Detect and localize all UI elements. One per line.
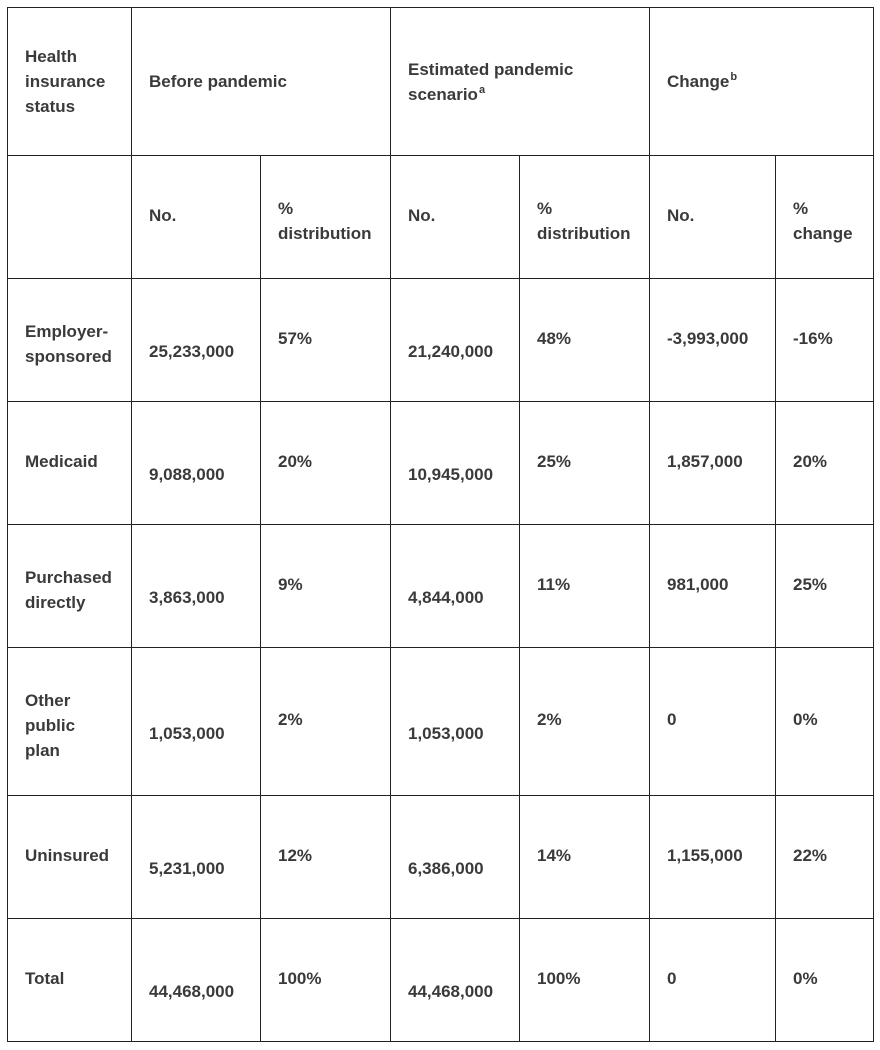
row-label-cell — [8, 279, 132, 402]
est-pct-value: 11% — [537, 575, 571, 594]
est-pct-cell — [520, 648, 650, 796]
est-no-cell — [391, 402, 520, 525]
est-pct-value: 25% — [537, 452, 572, 471]
table-row — [8, 796, 874, 919]
subheader-cell-est-pct — [520, 156, 650, 279]
header-cell-estimated — [391, 8, 650, 156]
subheader-before-no: No. — [149, 206, 177, 225]
header-change-label: Change — [667, 72, 730, 91]
subheader-before-pct-line1: % — [278, 199, 294, 218]
header-before-label: Before pandemic — [149, 72, 287, 91]
header-estimated-label: Estimated pandemic scenario — [408, 59, 574, 104]
header-status-label: Health insurance status — [25, 47, 106, 116]
subheader-est-no: No. — [408, 206, 436, 225]
before-no-cell — [132, 919, 261, 1042]
est-no-value: 10,945,000 — [408, 465, 494, 484]
table-row — [8, 402, 874, 525]
est-pct-cell — [520, 279, 650, 402]
est-pct-cell — [520, 525, 650, 648]
change-pct-value: 22% — [793, 846, 828, 865]
table-row — [8, 279, 874, 402]
subheader-cell-empty — [8, 156, 132, 279]
subheader-cell-est-no — [391, 156, 520, 279]
change-no-cell — [650, 919, 776, 1042]
row-label-cell — [8, 525, 132, 648]
change-pct-cell — [776, 796, 874, 919]
est-pct-value: 100% — [537, 969, 581, 988]
est-no-value: 4,844,000 — [408, 588, 484, 607]
before-no-cell — [132, 402, 261, 525]
subheader-row — [8, 156, 874, 279]
est-pct-value: 48% — [537, 329, 572, 348]
est-no-value: 1,053,000 — [408, 724, 484, 743]
before-no-value: 9,088,000 — [149, 465, 225, 484]
before-no-cell — [132, 525, 261, 648]
change-pct-value: -16% — [793, 329, 833, 348]
subheader-change-pct-line1: % — [793, 199, 809, 218]
subheader-cell-change-pct — [776, 156, 874, 279]
table-row — [8, 648, 874, 796]
change-no-cell — [650, 648, 776, 796]
subheader-change-pct-line2: change — [793, 224, 853, 243]
before-pct-cell — [261, 525, 391, 648]
subheader-cell-before-no — [132, 156, 261, 279]
insurance-table — [7, 7, 874, 1042]
before-pct-value: 12% — [278, 846, 313, 865]
subheader-cell-before-pct — [261, 156, 391, 279]
subheader-est-pct-line2: distribution — [537, 224, 631, 243]
change-pct-cell — [776, 919, 874, 1042]
before-no-value: 5,231,000 — [149, 859, 225, 878]
row-label: Other public plan — [25, 691, 76, 760]
change-no-value: 1,155,000 — [667, 846, 743, 865]
before-pct-cell — [261, 279, 391, 402]
change-no-value: 981,000 — [667, 575, 729, 594]
est-pct-value: 14% — [537, 846, 572, 865]
before-pct-value: 9% — [278, 575, 303, 594]
row-label-cell — [8, 648, 132, 796]
subheader-est-pct-line1: % — [537, 199, 553, 218]
est-pct-cell — [520, 402, 650, 525]
header-row — [8, 8, 874, 156]
header-cell-before — [132, 8, 391, 156]
change-no-value: 0 — [667, 710, 677, 729]
before-pct-cell — [261, 402, 391, 525]
est-no-cell — [391, 279, 520, 402]
est-pct-cell — [520, 919, 650, 1042]
change-pct-cell — [776, 648, 874, 796]
row-label: Uninsured — [25, 846, 110, 865]
change-pct-value: 0% — [793, 969, 818, 988]
row-label-cell — [8, 796, 132, 919]
est-no-cell — [391, 648, 520, 796]
change-pct-cell — [776, 525, 874, 648]
before-no-cell — [132, 796, 261, 919]
change-no-value: -3,993,000 — [667, 329, 749, 348]
est-pct-value: 2% — [537, 710, 562, 729]
header-cell-status — [8, 8, 132, 156]
change-no-value: 0 — [667, 969, 677, 988]
row-label: Total — [25, 969, 65, 988]
before-no-value: 1,053,000 — [149, 724, 225, 743]
before-no-value: 44,468,000 — [149, 982, 235, 1001]
change-no-cell — [650, 525, 776, 648]
total-row — [8, 919, 874, 1042]
est-no-cell — [391, 525, 520, 648]
before-pct-cell — [261, 919, 391, 1042]
subheader-cell-change-no — [650, 156, 776, 279]
footnote-marker-a: a — [478, 83, 486, 96]
row-label-cell — [8, 402, 132, 525]
est-no-value: 44,468,000 — [408, 982, 494, 1001]
footnote-marker-b: b — [730, 71, 738, 83]
row-label: Purchased directly — [25, 568, 112, 612]
change-no-cell — [650, 796, 776, 919]
before-pct-cell — [261, 796, 391, 919]
est-pct-cell — [520, 796, 650, 919]
change-pct-value: 20% — [793, 452, 828, 471]
before-no-value: 25,233,000 — [149, 342, 235, 361]
before-pct-value: 2% — [278, 710, 303, 729]
row-label: Medicaid — [25, 452, 98, 471]
est-no-cell — [391, 796, 520, 919]
change-pct-cell — [776, 402, 874, 525]
subheader-before-pct-line2: distribution — [278, 224, 372, 243]
row-label: Employer-sponsored — [25, 322, 112, 366]
change-pct-cell — [776, 279, 874, 402]
change-no-cell — [650, 279, 776, 402]
est-no-value: 21,240,000 — [408, 342, 494, 361]
row-label-cell — [8, 919, 132, 1042]
est-no-cell — [391, 919, 520, 1042]
table-row — [8, 525, 874, 648]
before-no-value: 3,863,000 — [149, 588, 225, 607]
before-pct-value: 100% — [278, 969, 322, 988]
before-pct-value: 20% — [278, 452, 313, 471]
change-no-cell — [650, 402, 776, 525]
before-pct-value: 57% — [278, 329, 313, 348]
before-no-cell — [132, 279, 261, 402]
change-no-value: 1,857,000 — [667, 452, 743, 471]
est-no-value: 6,386,000 — [408, 859, 484, 878]
subheader-change-no: No. — [667, 206, 695, 225]
before-pct-cell — [261, 648, 391, 796]
before-no-cell — [132, 648, 261, 796]
change-pct-value: 25% — [793, 575, 828, 594]
change-pct-value: 0% — [793, 710, 818, 729]
header-cell-change — [650, 8, 874, 156]
